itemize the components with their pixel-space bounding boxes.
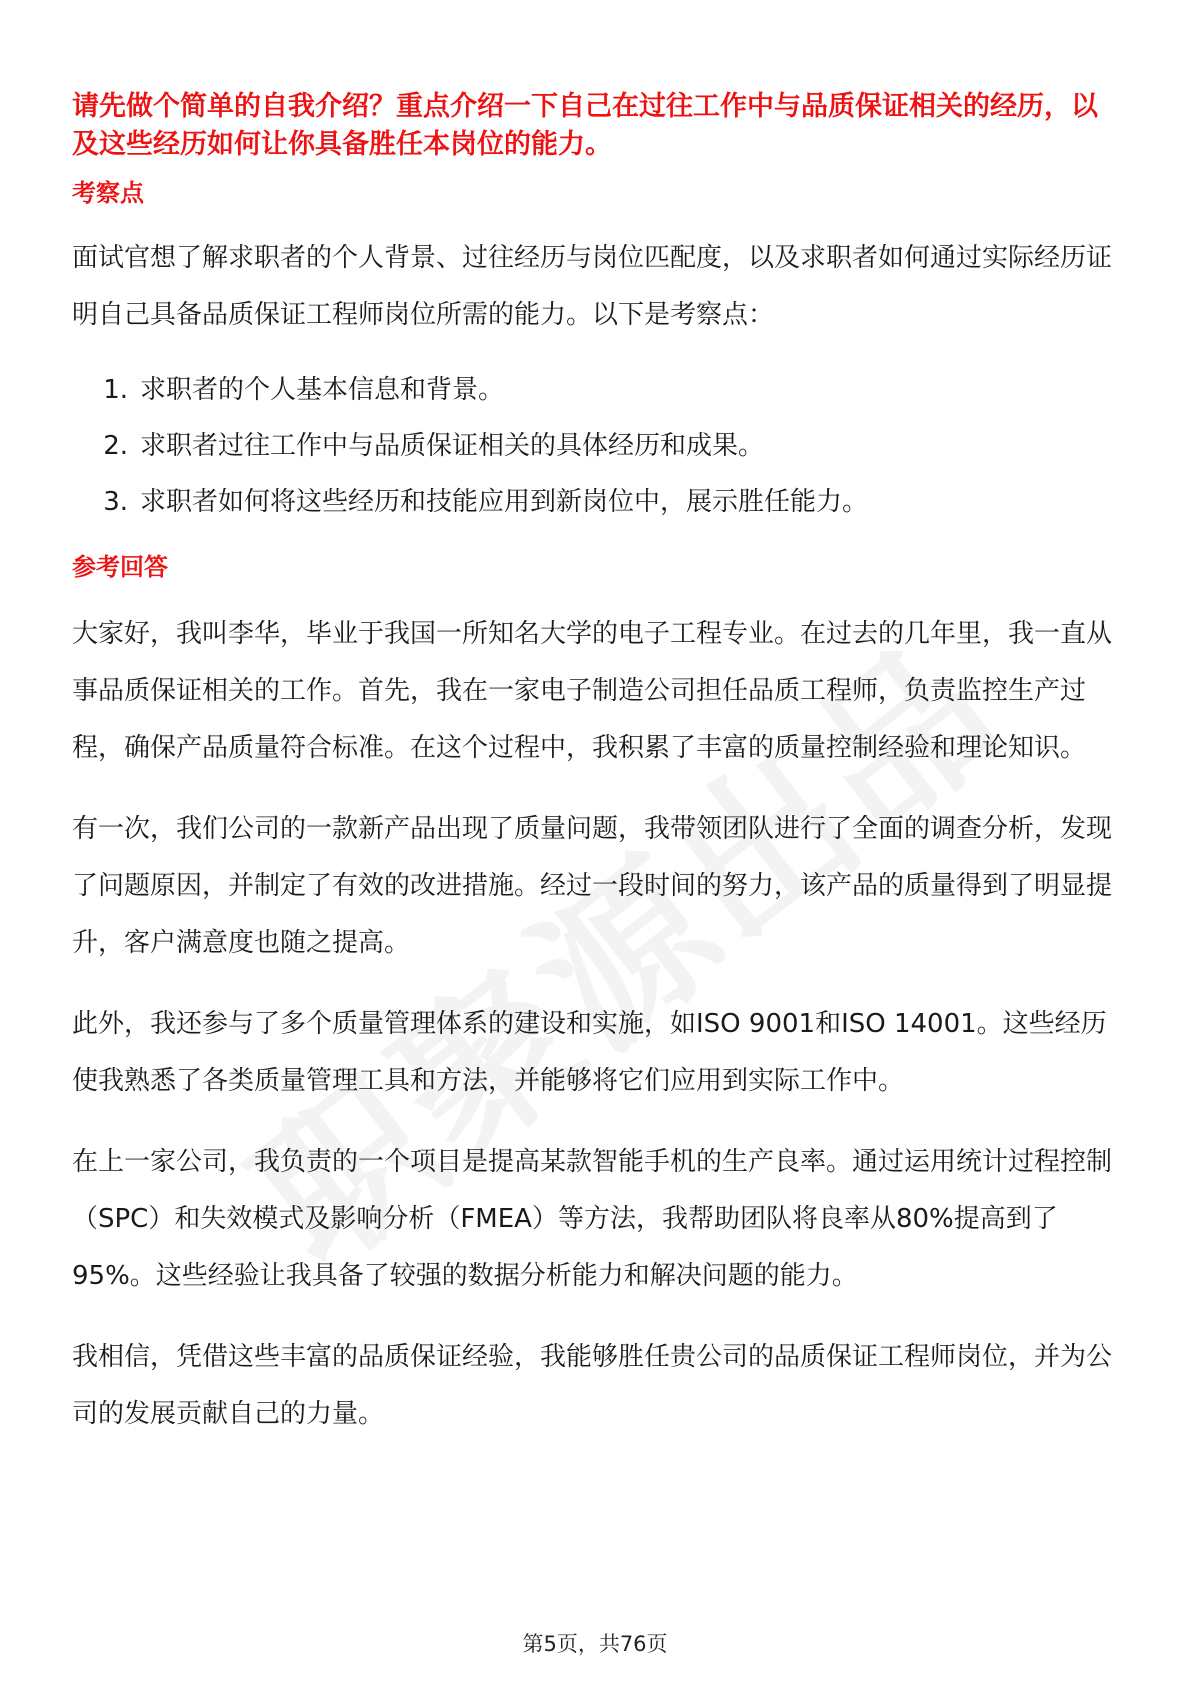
page-footer: 第5页，共76页 — [522, 1632, 668, 1656]
answer-paragraph: 大家好，我叫李华，毕业于我国一所知名大学的电子工程专业。在过去的几年里，我一直从事品质保证相关的工作。首先，我在一家电子制造公司担任品质工程师，负责监控生产过程，确保产品质量符合标准。在这个过程中，我积累了丰富的质量控制经验和理论知识。 — [72, 619, 1113, 763]
answer-paragraph: 此外，我还参与了多个质量管理体系的建设和实施，如ISO 9001和ISO 14001。这些经历使我熟悉了各类质量管理工具和方法，并能够将它们应用到实际工作中。 — [72, 1009, 1107, 1096]
document-page — [72, 88, 1118, 1443]
answer-paragraph: 在上一家公司，我负责的一个项目是提高某款智能手机的生产良率。通过运用统计过程控制（SPC）和失效模式及影响分析（FMEA）等方法，我帮助团队将良率从80%提高到了95%。这些经验让我具备了较强的数据分析能力和解决问题的能力。 — [72, 1147, 1113, 1291]
answer-paragraph: 我相信，凭借这些丰富的品质保证经验，我能够胜任贵公司的品质保证工程师岗位，并为公司的发展贡献自己的力量。 — [72, 1342, 1113, 1429]
section-heading-examination: 考察点 — [72, 179, 144, 207]
examination-intro: 面试官想了解求职者的个人背景、过往经历与岗位匹配度，以及求职者如何通过实际经历证明自己具备品质保证工程师岗位所需的能力。以下是考察点： — [72, 243, 1113, 330]
section-heading-answer: 参考回答 — [72, 553, 168, 581]
list-item: 1. 求职者的个人基本信息和背景。 — [103, 375, 505, 405]
list-item: 2. 求职者过往工作中与品质保证相关的具体经历和成果。 — [103, 431, 765, 461]
examination-list — [72, 362, 1118, 530]
list-item: 3. 求职者如何将这些经历和技能应用到新岗位中，展示胜任能力。 — [103, 487, 869, 517]
answer-paragraph: 有一次，我们公司的一款新产品出现了质量问题，我带领团队进行了全面的调查分析，发现了问题原因，并制定了有效的改进措施。经过一段时间的努力，该产品的质量得到了明显提升，客户满意度也随之提高。 — [72, 814, 1113, 958]
question-title: 请先做个简单的自我介绍？重点介绍一下自己在过往工作中与品质保证相关的经历，以及这些经历如何让你具备胜任本岗位的能力。 — [72, 91, 1098, 160]
